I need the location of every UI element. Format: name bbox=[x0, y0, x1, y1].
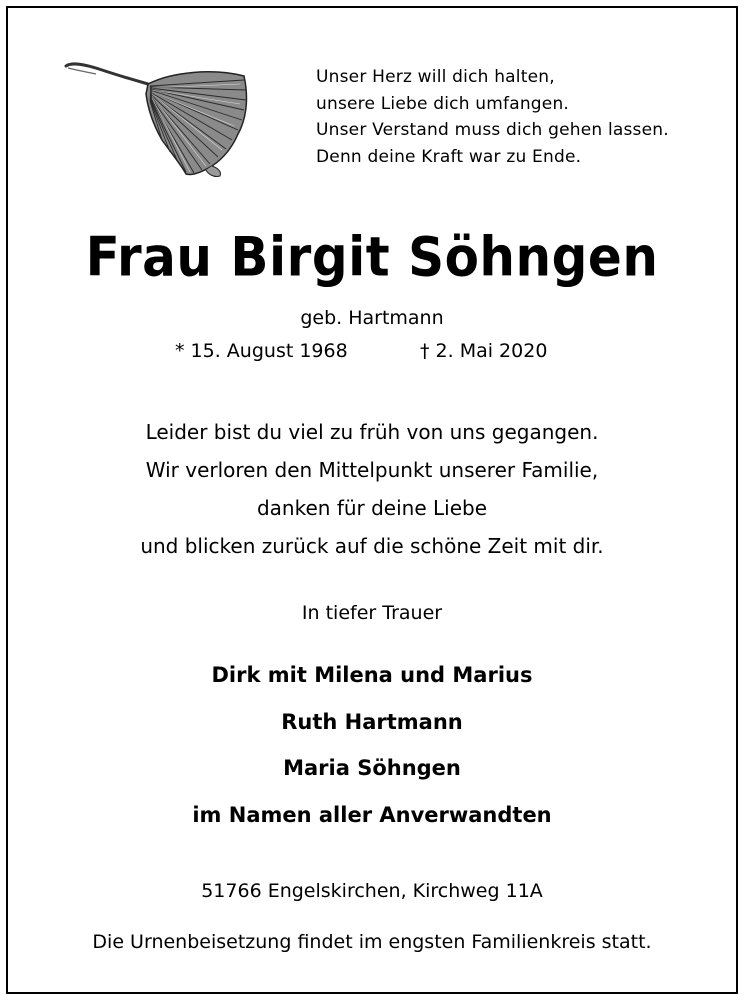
mourner: Dirk mit Milena und Marius bbox=[211, 663, 533, 687]
birth-date: * 15. August 1968 bbox=[175, 340, 348, 362]
mourner: im Namen aller Anverwandten bbox=[192, 802, 552, 827]
verse-line: danken für deine Liebe bbox=[256, 496, 488, 520]
poem-line: Unser Verstand muss dich gehen lassen. bbox=[316, 120, 669, 140]
mourner: Ruth Hartmann bbox=[281, 709, 463, 734]
address: 51766 Engelskirchen, Kirchweg 11A bbox=[201, 880, 543, 902]
verse-line: und blicken zurück auf die schöne Zeit mit dir. bbox=[140, 534, 604, 558]
poem-line: Unser Herz will dich halten, bbox=[316, 67, 555, 87]
poem bbox=[316, 64, 716, 170]
mourner: Maria Söhngen bbox=[283, 756, 461, 780]
ginkgo-leaf-icon bbox=[62, 54, 252, 184]
poem-line: unsere Liebe dich umfangen. bbox=[316, 93, 570, 114]
farewell-verse bbox=[0, 413, 744, 565]
poem-line: Denn deine Kraft war zu Ende. bbox=[316, 146, 582, 167]
deceased-name: Frau Birgit Söhngen bbox=[85, 225, 659, 289]
mourners-list bbox=[0, 652, 744, 838]
birth-name: geb. Hartmann bbox=[300, 307, 444, 329]
verse-line: Wir verloren den Mittelpunkt unserer Familie, bbox=[145, 458, 599, 482]
verse-line: Leider bist du viel zu früh von uns gegangen. bbox=[145, 420, 599, 444]
burial-notice: Die Urnenbeisetzung findet im engsten Familienkreis statt. bbox=[92, 931, 652, 953]
death-date: † 2. Mai 2020 bbox=[420, 340, 548, 362]
mourning-line: In tiefer Trauer bbox=[301, 602, 443, 624]
